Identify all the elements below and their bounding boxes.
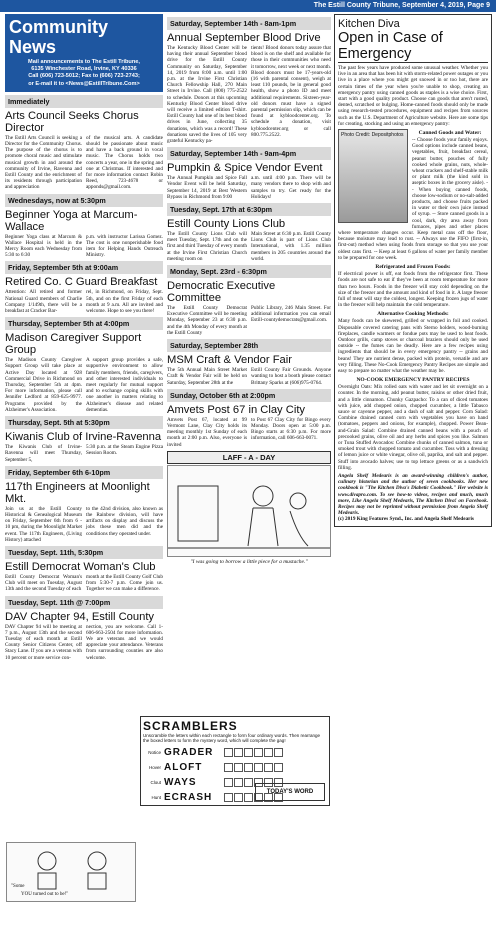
photo-credit: Photo Credit: Depositphotos xyxy=(341,132,404,139)
community-column xyxy=(5,14,163,661)
event-text-right: to Post 67 Clay City for Bingo every Monday. Doors open at 5:00 p.m. Bingo starts at 6:30 p.m. For more information, call 606-663-0071. xyxy=(251,416,331,442)
event-headline: MSM Craft & Vendor Fair xyxy=(167,354,292,367)
event-text-right: Main Street at 6:30 p.m. Estill County Lions Club is part of Lions Club International, with 1.35 million members in 205 countries around the world. xyxy=(251,231,331,262)
event-headline: Estill County Lions Club xyxy=(167,218,286,231)
scramble-clue: Clout xyxy=(150,780,161,786)
event-date-bar: Wednesdays, now at 5:30pm xyxy=(5,194,163,207)
event-text-left: The Madison County Caregiver Support Group will take place at Active Day located at 928 Commercial Drive in Richmond on Thursday, September 5th at 4pm. For more information, please call Jennifer Ledford at 859-625-9977. Programs provided by the Alzheimer's Association. xyxy=(5,357,82,413)
event-date-bar: Tuesday, Sept. 17th at 6:30pm xyxy=(167,203,331,216)
community-item xyxy=(5,596,163,661)
event-date-bar: Friday, September 6th 6-10pm xyxy=(5,466,163,479)
event-headline: DAV Chapter 94, Estill County xyxy=(5,610,155,623)
event-text-right: Public Library, 246 Main Street. For additional information you can email Estill-countydemocrats@gmail.com. xyxy=(251,305,331,324)
community-item xyxy=(5,416,163,463)
kitchen-subhead-3: Alternative Cooking Methods: xyxy=(377,311,449,318)
event-item xyxy=(167,17,331,144)
gag-line-1: "Some xyxy=(11,884,25,889)
event-headline: Kiwanis Club of Irvine-Ravenna xyxy=(5,431,162,444)
event-date-bar: Saturday, September 14th - 9am-4pm xyxy=(167,147,331,160)
event-date-bar: Sunday, October 6th at 2:00pm xyxy=(167,389,331,402)
kitchen-diva-column xyxy=(334,14,492,527)
event-text-right: nection, you are welcome. Call 1-606-663-2504 for more information. We are veterans and we would appreciate your attendance. Veterans from surrounding counties are also welcome. xyxy=(86,623,163,661)
event-headline: Estill Democrat Woman's Club xyxy=(5,560,156,573)
event-item xyxy=(167,203,331,262)
scramblers-title: SCRAMBLERS xyxy=(143,719,238,733)
todays-word-box[interactable]: TODAY'S WORD xyxy=(255,783,325,801)
event-item xyxy=(167,339,331,386)
author-bio: Angela Shelf Medearis is an award-winning children's author, culinary historian and the author of seven cookbooks. Her new cookbook is "The Kitchen Diva's Diabetic Cookbook." Her website is www.divapro.com. To see how-to videos, recipes and much, much more, Like Angela Shelf Medearis, The Kitchen Diva! on Facebook. Recipes may not be reprinted without permission from Angela Shelf Medearis. xyxy=(338,472,488,517)
cartoon-drawing xyxy=(168,466,330,556)
community-news-box xyxy=(5,14,163,92)
scramblers-instructions: Unscramble the letters within each rectangle to form four ordinary words. Then rearrange the boxed letters to form the mystery word, which will complete the gag! xyxy=(143,733,321,744)
event-headline: Arts Council Seeks Chorus Director xyxy=(5,109,139,134)
community-news-address: Mail announcements to The Estill Tribune, 6135 Winchester Road, Irvine, KY 40336 Call (606) 723-5012; Fax to (606) 723-2743; or E-mail it to <News@EstillTribune.Com> xyxy=(28,59,140,87)
scramble-clue: Hover xyxy=(148,765,161,771)
event-headline: Beginner Yoga at Marcum-Wallace xyxy=(5,208,138,233)
event-text-left: The Estill Arts Council is seeking a Director for the Community Chorus. The purpose of the chorus is to promote choral music and stimulate musical growth in and around the community of Irvine, Ravenna and Estill County and the enrichment of its residents through participation and appreciation xyxy=(5,134,82,191)
event-text-right: 5:30 p.m. at the Steam Engine Pizza Session Room. xyxy=(86,444,163,457)
kitchen-body-1: -- Choose foods your family enjoys. Good options include canned beans, vegetables, fruit, breakfast cereal, peanut butter, pouches of fully cooked whole grains, nuts, whole-wheat crackers and shelf-stable milk or plant milk (the kind sold in aseptic boxes in the grocery aisle). -- When buying canned foods, choose low-sodium or no-salt-added products, and choose fruits packed in water or their own juice instead of syrup. -- Store canned goods in a cool, dark, dry area away from furnaces, pipes and other places where temperature changes occur. Keep metal cans off the floor, because moisture may lead to rust. -- Always use the FIFO (first-in, first-out) method when using foods from storage so that you use your oldest cans first. -- Keep at least 6 gallons of water per family member to be prepared for one week. xyxy=(338,137,488,261)
event-date-bar: Thursday, Sept. 5th at 5:30pm xyxy=(5,416,163,429)
scrambled-word: ECRASH xyxy=(164,792,213,804)
scramblers-puzzle xyxy=(140,716,330,806)
event-date-bar: Immediately xyxy=(5,95,163,108)
event-text-left: Estill County Democrat Woman's Club will meet on Tuesday, August 13th and the second Tuesday of each xyxy=(5,573,82,593)
kitchen-subhead-1: Canned Goods and Water: xyxy=(418,130,482,137)
scrambled-word: GRADER xyxy=(164,747,214,759)
event-text-left: The Estill County Democrat Executive Committee will be meeting Monday, September 23 at 6:30 p.m. and the 4th Monday of every month at the Estill County xyxy=(167,305,247,336)
event-headline: Democratic Executive Committee xyxy=(167,280,276,305)
kitchen-subhead-4: NO-COOK EMERGENCY PANTRY RECIPES xyxy=(356,377,470,384)
event-date-bar: Friday, September 5th at 9:00am xyxy=(5,261,163,274)
event-headline: Retired Co. C Guard Breakfast xyxy=(5,276,158,289)
laff-a-day-title: LAFF - A - DAY xyxy=(167,451,331,464)
canned-goods-photo xyxy=(338,129,408,223)
event-headline: Amvets Post 67 in Clay City xyxy=(167,403,306,416)
community-item xyxy=(5,194,163,259)
event-text-right: tients! Blood donors today assure that blood is on the shelf and available for those in their communities who need it tomorrow, next week or next month. Blood donors must be 17-years-old (16 with parental consent), weigh at least 110 pounds, be in general good health, show a photo ID and meet additional requirements. Sixteen-year-old donors must have a signed parental permission slip, which can be found at kybloodcenter.org. To schedule a donation, visit kybloodcenter.org or call 800.775.2522. xyxy=(251,45,331,138)
community-item xyxy=(5,317,163,413)
scrambled-word: ALOFT xyxy=(164,762,203,774)
event-text-left: DAV Chapter 94 will be meeting at 7 p.m., August 13th and the second Tuesday of each month at Estill County Senior Citizens Center, off Stacy Lane. If you are a veteran with 10 percent or more service con- xyxy=(5,623,82,661)
scramble-word-row xyxy=(143,762,327,773)
event-date-bar: Tuesday, Sept. 11th, 5:30pm xyxy=(5,546,163,559)
event-date-bar: Saturday, September 28th xyxy=(167,339,331,352)
answer-boxes[interactable] xyxy=(224,748,283,757)
cartoon-caption: "I was going to borrow a little piece for a mustache." xyxy=(190,558,308,565)
kitchen-body-3: Many foods can be skewered, grilled or wrapped in foil and cooked. Disposable covered catering pans with Sterno holders, wood-burning fireplaces, candle warmers or fondue pots may be used to heat foods. Outdoor grills, camp stoves or charcoal braziers should only be used outside -- the fumes can be deadly. Here are a few recipes using ingredients that should be in every emergency pantry -- grains and beans! They are nutrient dense, packed with protein, versatile and are very filling. These No-Cook Emergency Pantry Recipes are simple and easy to prepare no matter what the weather may be. xyxy=(338,318,488,374)
event-item xyxy=(167,265,331,336)
event-date-bar: Thursday, September 5th at 4:00pm xyxy=(5,317,163,330)
event-text-right: of the musical arts. A candidate should be passionate about music and have a back ground in vocal music. The Chorus holds two concerts a year, one in the spring and one at Christmas. If interested and for more information contact Robin Reed, 723-4678 or apponds@gmail.com. xyxy=(86,134,163,191)
kitchen-intro: The past few years have produced some unusual weather. Whether you live in an area that has been hit with storm-related power outages or you live in a place where you might get snowed in or too hot, there are certain times of the year when you're unable to shop, creating an emergency pantry using canned goods as staples is a wise choice. First, start with a good quality product. Choose can goods that aren't rusted, dented, scratched or bulging. Home-canned foods should only be made using research-tested procedures, equipment and recipes from sources such as the U.S. Department of Agriculture website. Here are some tips for creating, stocking and using an emergency pantry: xyxy=(338,65,488,127)
event-text-right: A support group provides a safe, supportive environment to allow family members, friends, caregivers, and other interested individuals to meet regularly for mutual support and to exchange coping skills with one another in matters relating to Alzheimer's disease and related dementias. xyxy=(86,357,163,413)
kitchen-diva-headline: Open in Case of Emergency xyxy=(338,30,488,63)
event-text-left: The Annual Pumpkin and Spice Fall Vendor Event will be held Saturday, September 14, 2019 at Best Western Bypass in Richmond from 9:00 xyxy=(167,175,247,200)
event-text-left: Amvets Post 67, located at 99 Vermont Lane, Clay City holds its meeting monthly 1st Sunday of each month at 2:00 p.m. Also, everyone is invited xyxy=(167,416,247,448)
event-headline: Madison Caregiver Support Group xyxy=(5,332,142,357)
scrambled-word: WAYS xyxy=(164,777,197,789)
kitchen-diva-title: Kitchen Diva xyxy=(338,18,400,30)
event-headline: Pumpkin & Spice Vendor Event xyxy=(167,162,323,175)
event-item xyxy=(167,147,331,200)
event-date-bar: Saturday, September 14th - 8am-1pm xyxy=(167,17,331,30)
scramble-clue: Hunt xyxy=(151,795,161,801)
event-text-left: Beginner Yoga class at Marcum & Wallace Hospital is held in the Mercy Room each Wednesday from 5:30 to 6:30 xyxy=(5,233,82,259)
event-text-left: The Kentucky Blood Center will be having their annual September blood drive for the Estill County Community on Saturday, September 14, 2019 from 8:00 a.m. until 1:00 p.m. at the Irvine First Christian Church Fellowship Hall, 270 Main Street in Irvine. Call (800) 775-2522 to schedule. Donors at this upcoming Kentucky Blood Center blood drive will receive a limited edition T-shirt. Estill County had one of its best blood drives in June, collecting 35 donations, which was a record! These donations saved the lives of 105 very grateful Kentucky pa- xyxy=(167,45,247,145)
community-item xyxy=(5,261,163,314)
event-text-left: The 5th Annual Main Street Market Craft & Vendor Fair will be held on Saturday, September 28th at the xyxy=(167,367,247,386)
event-headline: 117th Engineers at Moonlight Mkt. xyxy=(5,480,150,505)
scramble-clue: Notice xyxy=(148,750,161,756)
event-text-right: rel, in Richmond, on Friday, Sept. 5th, and on the first Friday of each month at 9 a.m. All are invited and welcome. Hope to see you there! xyxy=(86,289,163,315)
kitchen-diva-box xyxy=(334,14,492,527)
scramblers-cartoon xyxy=(6,842,136,902)
event-date-bar: Tuesday, Sept. 11th @ 7:00pm xyxy=(5,596,163,609)
community-item xyxy=(5,95,163,191)
community-item xyxy=(5,546,163,593)
events-column xyxy=(167,14,331,567)
kitchen-subhead-2: Refrigerated and Frozen Foods: xyxy=(375,264,451,271)
kitchen-body-2: If electrical power is off, eat foods from the refrigerator first. These foods are not safe to eat if they've been at room temperature for more than two hours. Foods in the freezer will stay cold depending on the size of the freezer and the amount and kind of food in it. A large freezer full of meat will stay the coldest, longest. Keeping frozen jugs of water in the freezer will help maintain the cold temperature. xyxy=(338,271,488,309)
event-text-right: month at the Estill County Golf Club from 5:30-7 p.m. Come join us. Together we can make a difference. xyxy=(86,573,163,593)
copyright: (c) 2019 King Features Synd., Inc. and Angela Shelf Medearis xyxy=(338,516,474,523)
community-news-title: Community News xyxy=(9,17,108,57)
event-headline: Annual September Blood Drive xyxy=(167,32,321,44)
scramble-word-row xyxy=(143,747,327,758)
event-text-left: The Kiwanis Club of Irvine-Ravenna will meet Thursday, September 5, xyxy=(5,444,82,463)
event-text-right: Estill County Fair Grounds. Anyone wanting to host a booth please contact Brittany Sparks at (606)975-0764. xyxy=(251,367,331,386)
gag-line-2: YOU turned out to be!" xyxy=(21,892,69,897)
event-text-left: Attention: All retired and former National Guard members of Charlie Company 1/149th, there will be a breakfast at Cracker Bar- xyxy=(5,289,82,315)
page-header: The Estill County Tribune, September 4, 2019, Page 9 xyxy=(0,0,496,12)
event-text-right: a.m. until 4:00 p.m. There will be many vendors there to shop with and samples to try. Get ready for the Holidays! xyxy=(251,175,331,200)
event-text-right: to the 42nd division, also known as the Rainbow division, will have artifacts on display and discuss the jobs these men did and the conditions they operated under. xyxy=(86,505,163,537)
event-item xyxy=(167,389,331,448)
community-item xyxy=(5,466,163,543)
event-text-left: Join us at the Estill County Historical & Genealogical Museum on Friday, September 6th from 6 - 10 pm, during the Moonlight Market event. The 117th Engineers, (Living History) attached xyxy=(5,505,82,543)
event-text-right: p.m. with instructor Larissa Gomez. The cost is one nonperishable food item for Helping Hands Outreach Ministry. xyxy=(86,233,163,259)
cartoon-image xyxy=(167,465,331,557)
event-date-bar: Monday, Sept. 23rd - 6:30pm xyxy=(167,265,331,278)
kitchen-body-4: Overnight Oats: Mix rolled oats with water and let sit overnight on a counter. In the morning, add peanut butter, raisins or other dried fruit, and a little cinnamon. Chunky Gazpacho: To a can of diced tomatoes with juice, add chopped onion, chopped cucumber, a little Tabasco sauce or cayenne pepper, and a dash of salt and pepper. Corn Salad: Combine drained canned corn with vegetables you have on hand (tomatoes, peppers and onions, for example), chopped. Power Bean-and-Grain Salad: Combine drained canned beans with a pouch of precooked grains, olive oil and any herbs and spices you like. Salmon or Tuna Stuffed Avocados: Combine chunks of canned salmon, tuna or smoked trout with chopped tomato and cucumber. Toss with a dressing of lemon juice or white vinegar, olive oil, paprika, and salt and pepper. Stuff into avocado halves; use to top lettuce greens or as a sandwich filling. xyxy=(338,384,488,471)
answer-boxes[interactable] xyxy=(224,763,283,772)
event-text-left: The Estill County Lions Club will meet Tuesday, Sept. 17th and on the first and third Tuesday of every month at the Irvine First Christian Church meeting room on xyxy=(167,231,247,262)
